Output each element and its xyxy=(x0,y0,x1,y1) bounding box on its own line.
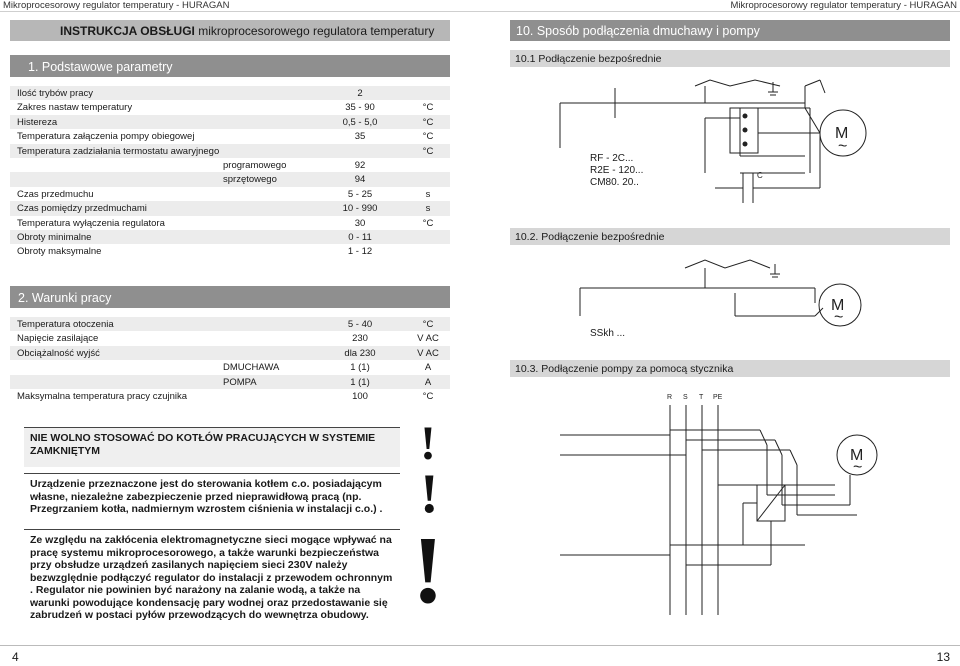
parameter-row xyxy=(10,360,450,374)
parameter-row xyxy=(10,389,450,403)
parameter-value: 5 - 25 xyxy=(347,188,373,200)
warning-box-1 xyxy=(24,427,400,467)
parameter-value: 92 xyxy=(354,159,366,171)
capacitor-label: C xyxy=(757,171,763,180)
subsection-10-1: 10.1 Podłączenie bezpośrednie xyxy=(510,50,950,67)
running-header-right: Mikroprocesorowy regulator temperatury - HURAGAN xyxy=(730,0,957,11)
running-header-left: Mikroprocesorowy regulator temperatury - HURAGAN xyxy=(3,0,230,11)
parameter-row xyxy=(10,201,450,215)
parameter-label: Temperatura otoczenia xyxy=(17,319,114,330)
warning-box-3 xyxy=(24,529,400,621)
parameter-row xyxy=(10,375,450,389)
fan-models xyxy=(590,153,643,189)
parameter-value: 1 (1) xyxy=(350,362,370,374)
motor-letter-2: M xyxy=(831,297,845,314)
wiring-diagram-direct-pump xyxy=(505,258,955,358)
parameter-label: Zakres nastaw temperatury xyxy=(17,102,133,114)
page-number-right: 13 xyxy=(936,650,950,664)
subsection-10-3: 10.3. Podłączenie pompy za pomocą stycznika xyxy=(510,360,950,377)
parameter-value: 1 - 12 xyxy=(347,246,373,258)
parameter-row xyxy=(10,317,450,331)
working-conditions-table xyxy=(10,317,450,403)
parameter-row xyxy=(10,144,450,158)
motor-tilde-2: ~ xyxy=(834,309,844,326)
fan-model-3: CM80. 20.. xyxy=(590,177,639,188)
phase-pe: PE xyxy=(713,394,723,401)
section1-heading: 1. Podstawowe parametry xyxy=(10,55,450,77)
parameter-row xyxy=(10,115,450,129)
parameter-value: dla 230 xyxy=(344,347,376,359)
parameter-value: 0 - 11 xyxy=(348,231,372,243)
phase-r: R xyxy=(667,394,673,401)
manual-title-bold: INSTRUKCJA OBSŁUGI xyxy=(60,24,195,38)
parameter-row xyxy=(10,172,450,186)
fan-model-2: R2E - 120... xyxy=(590,165,644,176)
parameter-sublabel: sprzętowego xyxy=(223,174,277,186)
motor-tilde-3: ~ xyxy=(853,459,863,476)
footer-divider xyxy=(0,645,960,646)
warning-text-1: NIE WOLNO STOSOWAĆ DO KOTŁÓW PRACUJĄCYCH W SYSTEMIE ZAMKNIĘTYM xyxy=(24,427,400,467)
parameter-value: 0,5 - 5,0 xyxy=(342,116,378,128)
parameter-row xyxy=(10,187,450,201)
parameter-label: Temperatura wyłączenia regulatora xyxy=(17,217,165,229)
parameter-unit: °C xyxy=(422,131,434,143)
warning-text-3: Ze względu na zakłócenia elektromagnetyczne sieci mogące wpływać na pracę systemu mikroprocesorowego, a także warunki bezpieczeństwa przy obsłudze urządzeń zasilanych napięciem sieci 230V należy bezwzględnie podłączyć regulator do instalacji z przewodem ochronnym . Regulator nie powinien być narażony na zalanie wodą, a także na warunki powodujące kondensację pary wodnej oraz przedostawanie się zabrudzeń w postaci pyłów przewodzących do wewnętrza obudowy. xyxy=(24,529,400,617)
parameter-unit: A xyxy=(424,376,432,388)
parameter-label: Temperatura zadziałania termostatu awaryjnego xyxy=(17,145,220,157)
parameter-value: 100 xyxy=(352,390,368,402)
parameter-value: 2 xyxy=(357,88,363,99)
exclamation-mark-3: ! xyxy=(412,516,444,623)
parameter-value: 35 - 90 xyxy=(345,102,375,114)
parameter-value: 230 xyxy=(352,333,368,345)
parameter-unit: °C xyxy=(422,102,434,114)
parameter-row xyxy=(10,230,450,244)
warning-box-2 xyxy=(24,473,400,523)
parameter-sublabel: programowego xyxy=(223,159,287,171)
parameter-unit: s xyxy=(425,203,431,215)
parameter-value: 10 - 990 xyxy=(342,203,378,215)
parameter-sublabel: POMPA xyxy=(223,376,257,388)
parameter-sublabel: DMUCHAWA xyxy=(223,362,280,374)
section10-heading: 10. Sposób podłączenia dmuchawy i pompy xyxy=(510,20,950,41)
parameter-value: 30 xyxy=(354,217,366,229)
exclamation-mark-2: ! xyxy=(420,463,439,525)
wiring-diagram-direct-fan xyxy=(505,78,955,228)
parameter-value: 1 (1) xyxy=(350,376,370,388)
parameter-unit: °C xyxy=(422,390,434,402)
parameter-value: 5 - 40 xyxy=(347,319,373,330)
section2-heading: 2. Warunki pracy xyxy=(10,286,450,308)
parameter-value: 35 xyxy=(354,131,366,143)
fan-model-1: RF - 2C... xyxy=(590,153,634,164)
pump-model: SSkh ... xyxy=(590,328,626,339)
parameter-row xyxy=(10,331,450,345)
motor-letter-3: M xyxy=(850,447,864,464)
parameter-row xyxy=(10,129,450,143)
parameter-row xyxy=(10,158,450,172)
parameter-row xyxy=(10,86,450,100)
parameter-unit: °C xyxy=(422,217,434,229)
motor-letter-1: M xyxy=(835,125,849,142)
basic-parameters-table xyxy=(10,86,450,259)
phase-s: S xyxy=(683,394,688,401)
wiring-diagram-contactor xyxy=(505,385,955,625)
parameter-row xyxy=(10,244,450,258)
parameter-label: Czas przedmuchu xyxy=(17,188,94,200)
page-number-left: 4 xyxy=(12,650,19,664)
parameter-row xyxy=(10,346,450,360)
manual-title xyxy=(10,20,450,41)
parameter-label: Czas pomiędzy przedmuchami xyxy=(17,203,147,215)
subsection-10-2: 10.2. Podłączenie bezpośrednie xyxy=(510,228,950,245)
parameter-unit: °C xyxy=(422,116,434,128)
parameter-unit: A xyxy=(424,362,432,374)
parameter-unit: °C xyxy=(422,145,434,157)
parameter-row xyxy=(10,100,450,114)
parameter-row xyxy=(10,216,450,230)
header-divider xyxy=(0,11,960,12)
parameter-unit: °C xyxy=(422,319,434,330)
parameter-label: Temperatura załączenia pompy obiegowej xyxy=(17,131,195,143)
parameter-unit: V AC xyxy=(417,347,439,359)
parameter-label: Obciążalność wyjść xyxy=(17,347,100,359)
parameter-label: Obroty minimalne xyxy=(17,231,92,243)
phase-t: T xyxy=(699,394,704,401)
parameter-label: Histereza xyxy=(17,116,58,128)
warning-text-2: Urządzenie przeznaczone jest do sterowania kotłem c.o. posiadającym własne, niezależne zabezpieczenie przed nieprawidłową pracą (np. Przegrzaniem kotła, nadmiernym wzrostem ciśnienia w instalacji c.o.) . xyxy=(24,473,400,523)
parameter-unit: V AC xyxy=(417,333,439,345)
parameter-unit: s xyxy=(425,188,431,200)
parameter-value: 94 xyxy=(354,174,366,186)
parameter-label: Ilość trybów pracy xyxy=(17,88,94,99)
exclamation-mark-1: ! xyxy=(420,417,436,470)
parameter-label: Napięcie zasilające xyxy=(17,333,99,345)
parameter-label: Maksymalna temperatura pracy czujnika xyxy=(17,390,188,402)
motor-tilde-1: ~ xyxy=(838,138,848,155)
parameter-label: Obroty maksymalne xyxy=(17,246,102,258)
manual-title-rest: mikroprocesorowego regulatora temperatury xyxy=(194,24,435,38)
